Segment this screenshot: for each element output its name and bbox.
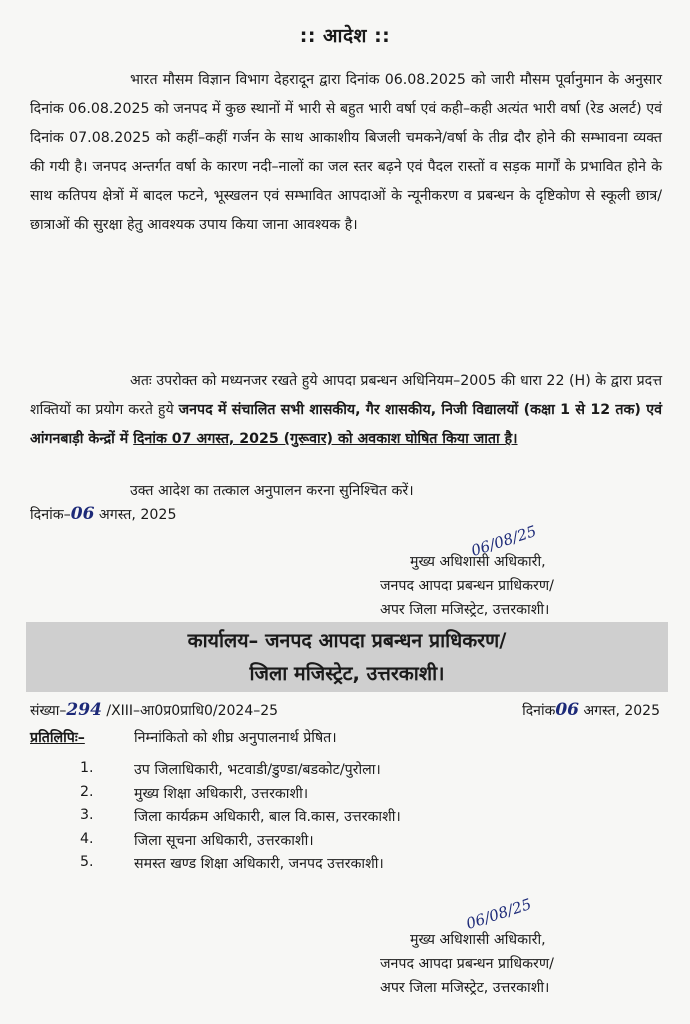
copy-to-text: निम्नांकितो को शीघ्र अनुपालनार्थ प्रेषित। (134, 730, 337, 746)
list-item-number: 3. (80, 807, 94, 823)
order-date-prefix: दिनांक– (30, 507, 71, 523)
signatory-authority: जनपद आपदा प्रबन्धन प्राधिकरण/ (380, 956, 554, 972)
handwritten-signature: 06/08/25 (463, 895, 534, 933)
list-item-number: 1. (80, 760, 94, 776)
list-item-text: मुख्य शिक्षा अधिकारी, उत्तरकाशी। (134, 785, 309, 802)
signatory-authority: जनपद आपदा प्रबन्धन प्राधिकरण/ (380, 578, 554, 594)
list-item-text: उप जिलाधिकारी, भटवाडी/डुण्डा/बडकोट/पुरोला। (134, 762, 381, 778)
office-header-line-2: जिला मजिस्ट्रेट, उत्तरकाशी। (249, 662, 445, 685)
compliance-instruction: उक्त आदेश का तत्काल अनुपालन करना सुनिश्चित करें। (130, 483, 414, 499)
order-date-handwritten-day: 06 (70, 504, 95, 524)
signature-block (380, 928, 554, 1000)
signatory-title: मुख्य अधिशासी अधिकारी, (410, 554, 546, 570)
office-header-line-1: कार्यालय– जनपद आपदा प्रबन्धन प्राधिकरण/ (187, 629, 507, 652)
list-item-number: 5. (80, 854, 94, 870)
list-item-number: 4. (80, 830, 94, 847)
signatory-title: मुख्य अधिशासी अधिकारी, (410, 932, 546, 948)
copy-to-heading (30, 728, 337, 747)
office-header (26, 624, 668, 690)
signature-block (380, 550, 554, 622)
order-date (30, 504, 177, 524)
signatory-office: अपर जिला मजिस्ट्रेट, उत्तरकाशी। (380, 602, 550, 618)
reference-date-prefix: दिनांक (522, 703, 556, 719)
reference-prefix: संख्या– (30, 703, 67, 719)
reference-date (522, 700, 660, 720)
order-paragraph-2 (30, 367, 662, 454)
order-title: :: आदेश :: (299, 25, 391, 47)
list-item-text: समस्त खण्ड शिक्षा अधिकारी, जनपद उत्तरकाशी। (134, 856, 384, 872)
list-item-text: जिला सूचना अधिकारी, उत्तरकाशी। (134, 832, 314, 849)
copy-to-label: प्रतिलिपिः– (30, 730, 85, 746)
para2-holiday-declaration: दिनांक 07 अगस्त, 2025 (गुरूवार) को अवकाश घोषित किया जाता है। (133, 431, 518, 447)
list-item-text: जिला कार्यक्रम अधिकारी, बाल वि.कास, उत्तरकाशी। (134, 809, 401, 825)
list-item-number: 2. (80, 783, 94, 800)
para2-normal-text: अतः उपरोक्त को मध्यनजर रखते हुये आपदा प्रबन्धन अधिनियम–2005 की धारा 22 (H) के द्वारा प्रदत्त शक्तियों का प्रयोग करते हुये (30, 373, 662, 418)
signatory-office: अपर जिला मजिस्ट्रेट, उत्तरकाशी। (380, 980, 550, 996)
para2-bold-text: जनपद में संचालित सभी शासकीय, गैर शासकीय, निजी विद्यालयों (कक्षा 1 से 12 तक) एवं आंगनबाड़ी केन्द्रों में (30, 402, 662, 447)
reference-line (30, 700, 660, 720)
reference-number: 294 (66, 700, 102, 720)
reference-date-suffix: अगस्त, 2025 (579, 703, 660, 719)
order-paragraph-1: भारत मौसम विज्ञान विभाग देहरादून द्वारा दिनांक 06.08.2025 को जारी मौसम पूर्वानुमान के अनुसार दिनांक 06.08.2025 को जनपद में कुछ स्थानों में भारी से बहुत भारी वर्षा एवं कही–कही अत्यंत भारी वर्षा (रेड अलर्ट) एवं दिनांक 07.08.2025 को कहीं–कहीं गर्जन के साथ आकाशीय बिजली चमकने/वर्षा के तीव्र दौर होने की सम्भावना व्यक्त की गयी है। जनपद अन्तर्गत वर्षा के कारण नदी–नालों का जल स्तर बढ़ने एवं पैदल रास्तों व सड़क मार्गों के प्रभावित होने के साथ कतिपय क्षेत्रों में बादल फटने, भूस्खलन एवं सम्भावित आपदाओं के न्यूनीकरण व प्रबन्धन के दृष्टिकोण से स्कूली छात्र/छात्राओं की सुरक्षा हेतु आवश्यक उपाय किया जाना आवश्यक है। (30, 72, 662, 233)
reference-code: /XIII–आ0प्र0प्राधि0/2024–25 (101, 703, 279, 719)
reference-date-day: 06 (555, 700, 580, 720)
handwritten-signature: 06/08/25 (468, 522, 539, 560)
order-date-suffix: अगस्त, 2025 (94, 507, 177, 523)
